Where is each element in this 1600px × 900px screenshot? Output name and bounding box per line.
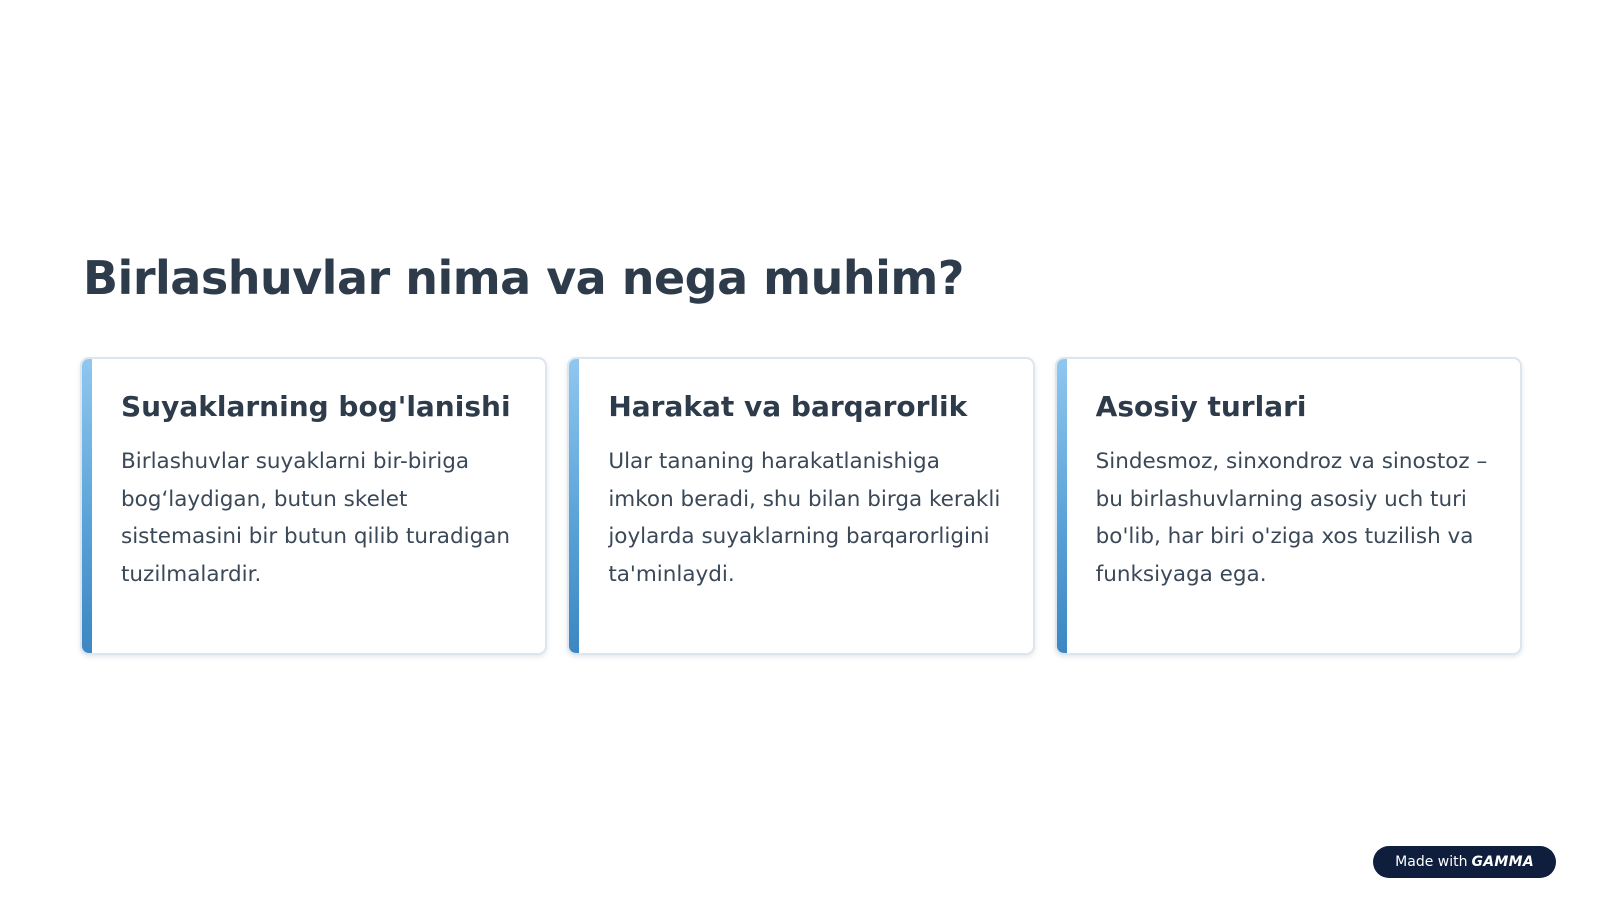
- card-movement-stability: [567, 357, 1034, 655]
- card-text: Birlashuvlar suyaklarni bir-biriga bog‘laydigan, butun skelet sistemasini bir butun qilib turadigan tuzilmalardir.: [121, 449, 511, 587]
- card-title: Harakat va barqarorlik: [608, 390, 968, 423]
- made-with-gamma-badge[interactable]: [1373, 846, 1556, 878]
- card-bone-connection: [80, 357, 547, 655]
- card-accent-bar: [82, 359, 92, 653]
- card-title: Suyaklarning bog'lanishi: [121, 390, 511, 423]
- card-accent-bar: [569, 359, 579, 653]
- badge-prefix: Made with: [1395, 854, 1468, 870]
- card-title: Asosiy turlari: [1095, 390, 1307, 423]
- card-row: [80, 357, 1522, 655]
- gamma-logo: GAMMA: [1471, 854, 1534, 870]
- card-main-types: [1055, 357, 1522, 655]
- card-accent-bar: [1057, 359, 1067, 653]
- card-text: Sindesmoz, sinxondroz va sinostoz – bu birlashuvlarning asosiy uch turi bo'lib, har biri o'ziga xos tuzilish va funksiyaga ega.: [1095, 449, 1488, 587]
- card-text: Ular tananing harakatlanishiga imkon beradi, shu bilan birga kerakli joylarda suyaklarning barqarorligini ta'minlaydi.: [608, 449, 1001, 587]
- slide-title: Birlashuvlar nima va nega muhim?: [83, 251, 964, 305]
